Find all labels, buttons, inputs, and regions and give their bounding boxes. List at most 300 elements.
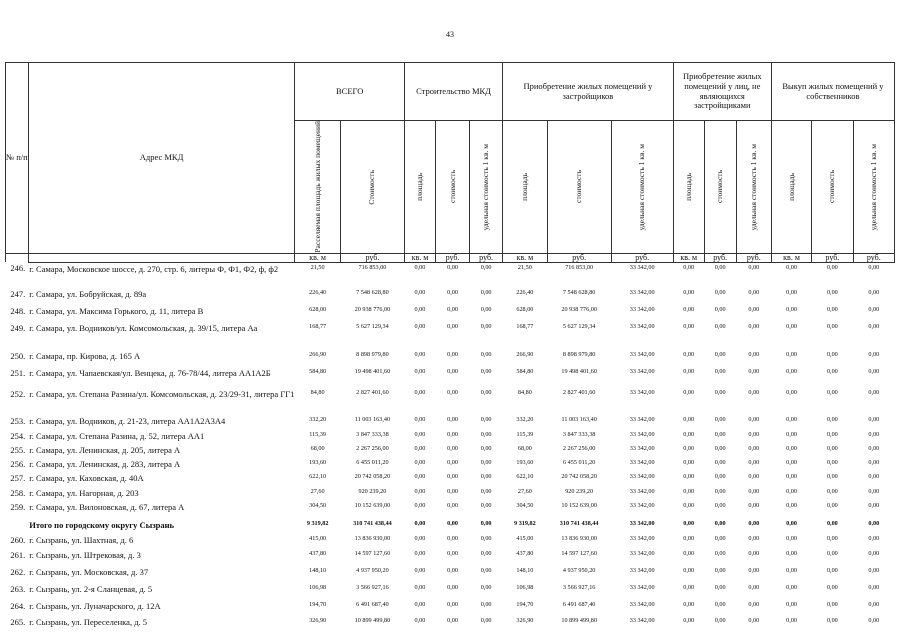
- cell-value: 0,00: [683, 389, 695, 397]
- cell-value: 0,00: [786, 351, 797, 359]
- header-sub-unit-cost: удельная стоимость 1 кв. м: [748, 143, 758, 231]
- cell-value: 27,60: [310, 488, 325, 496]
- cell-value: 27,60: [517, 488, 532, 496]
- cell-value: 0,00: [826, 263, 838, 271]
- cell-value: 0,00: [786, 289, 797, 297]
- table-row: [6, 367, 895, 388]
- cell-value: 628,00: [516, 306, 534, 314]
- cell-value: 8 898 979,80: [356, 351, 389, 359]
- cell-value: 415,00: [516, 535, 534, 543]
- cell-value: 11 003 163,40: [561, 416, 597, 424]
- cell-value: 0,00: [748, 323, 760, 331]
- cell-value: 0,00: [868, 459, 880, 467]
- table-row: [6, 566, 895, 583]
- cell-value: 0,00: [826, 416, 838, 424]
- row-number: 250.: [10, 351, 26, 362]
- cell-value: 0,00: [786, 502, 797, 510]
- cell-value: 0,00: [748, 520, 760, 528]
- cell-value: 0,00: [748, 567, 760, 575]
- table-row: [6, 388, 895, 415]
- cell-value: 19 498 401,60: [561, 368, 597, 376]
- header-sub-cost: стоимость: [447, 170, 457, 204]
- cell-value: 0,00: [868, 550, 880, 558]
- cell-value: 0,00: [786, 306, 797, 314]
- cell-value: 0,00: [714, 520, 726, 528]
- header-group-non-developers: Приобретение жилых помещений у лиц, не являющихся застройщиками: [673, 63, 771, 121]
- cell-value: 0,00: [748, 459, 760, 467]
- row-address: г. Самара, ул. Водников/ул. Комсомольская, д. 39/15, литера Аа: [29, 323, 258, 334]
- cell-value: 0,00: [786, 535, 797, 543]
- cell-value: 628,00: [309, 306, 327, 314]
- cell-value: 0,00: [714, 306, 726, 314]
- cell-value: 0,00: [714, 289, 726, 297]
- row-address: г. Самара, ул. Ленинская, д. 205, литера А: [29, 445, 181, 456]
- unit-label: руб.: [853, 253, 894, 262]
- cell-value: 9 319,82: [306, 520, 329, 528]
- cell-value: 437,80: [309, 550, 327, 558]
- cell-value: 14 597 127,60: [354, 550, 391, 558]
- cell-value: 0,00: [414, 473, 426, 481]
- cell-value: 0,00: [786, 459, 797, 467]
- cell-value: 622,10: [309, 473, 327, 481]
- cell-value: 33 342,00: [629, 473, 655, 481]
- cell-value: 0,00: [714, 617, 726, 625]
- cell-value: 0,00: [826, 617, 838, 625]
- cell-value: 0,00: [414, 459, 426, 467]
- cell-value: 0,00: [683, 263, 695, 271]
- cell-value: 0,00: [868, 617, 880, 625]
- cell-value: 0,00: [414, 617, 426, 625]
- header-sub-area: площадь: [786, 172, 796, 201]
- row-number: 258.: [10, 488, 26, 499]
- cell-value: 0,00: [480, 550, 492, 558]
- cell-value: 0,00: [683, 584, 695, 592]
- cell-value: 0,00: [868, 488, 880, 496]
- cell-value: 0,00: [683, 306, 695, 314]
- cell-value: 0,00: [683, 416, 695, 424]
- cell-value: 920 239,20: [358, 488, 387, 496]
- cell-value: 6 455 011,20: [563, 459, 596, 467]
- cell-value: 106,98: [309, 584, 327, 592]
- cell-value: 0,00: [868, 535, 880, 543]
- cell-value: 0,00: [683, 368, 695, 376]
- table-row: [6, 458, 895, 472]
- cell-value: 194,70: [309, 601, 327, 609]
- cell-value: 0,00: [714, 535, 726, 543]
- row-number: 263.: [10, 584, 26, 595]
- cell-value: 0,00: [786, 368, 797, 376]
- header-sub-area: Расселяемая площадь жилых помещений: [312, 121, 322, 253]
- row-number: 259.: [10, 502, 26, 513]
- cell-value: 0,00: [480, 459, 492, 467]
- cell-value: 5 627 129,34: [562, 323, 596, 331]
- cell-value: 0,00: [786, 617, 797, 625]
- cell-value: 0,00: [826, 488, 838, 496]
- row-number: 251.: [10, 368, 26, 379]
- cell-value: 0,00: [748, 488, 760, 496]
- cell-value: 0,00: [868, 584, 880, 592]
- cell-value: 0,00: [447, 263, 458, 271]
- cell-value: 0,00: [826, 445, 838, 453]
- cell-value: 326,90: [516, 617, 534, 625]
- row-number: 252.: [10, 389, 26, 400]
- cell-value: 20 938 776,00: [561, 306, 597, 314]
- cell-value: 33 342,00: [629, 431, 655, 439]
- cell-value: 0,00: [447, 289, 458, 297]
- cell-value: 0,00: [480, 502, 492, 510]
- cell-value: 2 827 401,60: [356, 389, 389, 397]
- cell-value: 0,00: [683, 502, 695, 510]
- unit-label: руб.: [340, 253, 404, 262]
- cell-value: 0,00: [480, 389, 492, 397]
- cell-value: 0,00: [447, 473, 458, 481]
- cell-value: 0,00: [748, 601, 760, 609]
- row-number: 254.: [10, 431, 26, 442]
- cell-value: 0,00: [826, 550, 838, 558]
- cell-value: 115,39: [516, 431, 534, 439]
- cell-value: 0,00: [414, 584, 426, 592]
- cell-value: 310 741 438,44: [559, 520, 599, 528]
- cell-value: 0,00: [826, 601, 838, 609]
- row-number: 246.: [10, 263, 26, 274]
- header-address: Адрес МКД: [28, 63, 295, 254]
- cell-value: 0,00: [868, 389, 880, 397]
- table-row: [6, 472, 895, 487]
- cell-value: 0,00: [480, 323, 492, 331]
- cell-value: 0,00: [826, 289, 838, 297]
- cell-value: 0,00: [480, 535, 492, 543]
- table-row: [6, 305, 895, 322]
- cell-value: 0,00: [826, 473, 838, 481]
- cell-value: 0,00: [714, 263, 726, 271]
- cell-value: 0,00: [826, 535, 838, 543]
- page-number: 43: [446, 30, 454, 39]
- cell-value: 0,00: [868, 351, 880, 359]
- row-address: Итого по городскому округу Сызрань: [29, 520, 175, 531]
- row-address: г. Сызрань, ул. Штрековая, д. 3: [29, 550, 141, 561]
- units-row: [6, 253, 895, 262]
- row-number: 249.: [10, 323, 26, 334]
- cell-value: 0,00: [480, 431, 492, 439]
- row-address: г. Сызрань, ул. Луначарского, д. 12А: [29, 601, 161, 612]
- cell-value: 10 899 499,80: [354, 617, 391, 625]
- row-number: 256.: [10, 459, 26, 470]
- cell-value: 33 342,00: [629, 617, 655, 625]
- cell-value: 266,90: [516, 351, 534, 359]
- cell-value: 19 498 401,60: [354, 368, 391, 376]
- cell-value: 0,00: [868, 368, 880, 376]
- cell-value: 584,80: [309, 368, 327, 376]
- cell-value: 168,77: [309, 323, 327, 331]
- cell-value: 0,00: [414, 520, 426, 528]
- unit-label: руб.: [547, 253, 611, 262]
- cell-value: 33 342,00: [629, 488, 655, 496]
- cell-value: 14 597 127,60: [561, 550, 597, 558]
- row-number: [6, 519, 29, 534]
- row-number: 262.: [10, 567, 26, 578]
- cell-value: 13 836 930,00: [561, 535, 597, 543]
- cell-value: 0,00: [683, 323, 695, 331]
- cell-value: 33 342,00: [629, 306, 655, 314]
- cell-value: 21,50: [310, 263, 325, 271]
- cell-value: 2 267 256,00: [356, 445, 389, 453]
- row-address: г. Сызрань, ул. Переселенка, д. 5: [29, 617, 148, 628]
- cell-value: 0,00: [480, 368, 492, 376]
- cell-value: 0,00: [683, 520, 695, 528]
- cell-value: 0,00: [868, 431, 880, 439]
- cell-value: 0,00: [826, 520, 838, 528]
- cell-value: 0,00: [714, 431, 726, 439]
- cell-value: 0,00: [414, 502, 426, 510]
- cell-value: 9 319,82: [514, 520, 536, 528]
- row-address: г. Самара, ул. Вилоновская, д. 67, литера А: [29, 502, 185, 513]
- header-sub-unit-cost: удельная стоимость 1 кв. м: [868, 143, 878, 231]
- cell-value: 33 342,00: [629, 601, 655, 609]
- cell-value: 0,00: [414, 323, 426, 331]
- cell-value: 0,00: [826, 431, 838, 439]
- cell-value: 0,00: [868, 445, 880, 453]
- table-row: [6, 415, 895, 430]
- cell-value: 0,00: [826, 306, 838, 314]
- cell-value: 33 342,00: [629, 584, 655, 592]
- cell-value: 33 342,00: [629, 445, 655, 453]
- cell-value: 0,00: [786, 488, 797, 496]
- cell-value: 33 342,00: [629, 567, 655, 575]
- cell-value: 0,00: [447, 488, 458, 496]
- row-number: 248.: [10, 306, 26, 317]
- row-address: г. Самара, ул. Каховская, д. 40А: [29, 473, 144, 484]
- row-number: 260.: [10, 535, 26, 546]
- cell-value: 0,00: [414, 289, 426, 297]
- cell-value: 33 342,00: [629, 263, 655, 271]
- cell-value: 0,00: [714, 601, 726, 609]
- cell-value: 0,00: [414, 488, 426, 496]
- cell-value: 0,00: [714, 389, 726, 397]
- cell-value: 0,00: [447, 368, 458, 376]
- cell-value: 0,00: [414, 431, 426, 439]
- row-address: г. Самара, ул. Чапаевская/ул. Венцека, д. 76-78/44, литера АА1А2Б: [29, 368, 271, 379]
- row-address: г. Самара, Московское шоссе, д. 270, стр. 6, литеры Ф, Ф1, Ф2, ф, ф2: [29, 263, 279, 274]
- cell-value: 0,00: [447, 502, 458, 510]
- cell-value: 68,00: [517, 445, 532, 453]
- cell-value: 4 937 950,20: [562, 567, 596, 575]
- cell-value: 33 342,00: [629, 550, 655, 558]
- cell-value: 33 342,00: [629, 389, 655, 397]
- header-sub-unit-cost: удельная стоимость 1 кв. м: [481, 143, 491, 231]
- cell-value: 0,00: [786, 473, 797, 481]
- header-group-developers: Приобретение жилых помещений у застройщиков: [503, 63, 674, 121]
- row-number: 257.: [10, 473, 26, 484]
- cell-value: 0,00: [714, 584, 726, 592]
- cell-value: 106,98: [516, 584, 534, 592]
- cell-value: 10 152 639,00: [354, 502, 391, 510]
- cell-value: 0,00: [826, 502, 838, 510]
- row-address: г. Самара, пр. Кирова, д. 165 А: [29, 351, 141, 362]
- unit-label: руб.: [435, 253, 469, 262]
- cell-value: 0,00: [786, 389, 797, 397]
- cell-value: 0,00: [414, 445, 426, 453]
- cell-value: 0,00: [447, 459, 458, 467]
- cell-value: 193,60: [516, 459, 534, 467]
- row-number: 253.: [10, 416, 26, 427]
- cell-value: 0,00: [786, 520, 797, 528]
- header-sub-cost: стоимость: [715, 170, 725, 204]
- cell-value: 0,00: [748, 368, 760, 376]
- cell-value: 0,00: [447, 389, 458, 397]
- cell-value: 11 003 163,40: [354, 416, 391, 424]
- cell-value: 0,00: [414, 535, 426, 543]
- cell-value: 33 342,00: [629, 289, 655, 297]
- table-row: [6, 501, 895, 519]
- cell-value: 437,80: [516, 550, 534, 558]
- row-address: г. Самара, ул. Максима Горького, д. 11, литера В: [29, 306, 204, 317]
- cell-value: 0,00: [414, 416, 426, 424]
- row-address: г. Самара, ул. Степана Разина, д. 52, литера АА1: [29, 431, 205, 442]
- cell-value: 0,00: [683, 550, 695, 558]
- cell-value: 10 152 639,00: [561, 502, 597, 510]
- unit-label: кв. м: [771, 253, 811, 262]
- cell-value: 0,00: [414, 389, 426, 397]
- cell-value: 3 847 333,38: [562, 431, 596, 439]
- cell-value: 20 742 058,20: [561, 473, 597, 481]
- cell-value: 0,00: [748, 263, 760, 271]
- cell-value: 622,10: [516, 473, 534, 481]
- cell-value: 0,00: [868, 473, 880, 481]
- row-address: г. Сызрань, ул. Московская, д. 37: [29, 567, 149, 578]
- cell-value: 0,00: [480, 617, 492, 625]
- cell-value: 193,60: [309, 459, 327, 467]
- unit-label: кв. м: [295, 253, 340, 262]
- cell-value: 0,00: [480, 567, 492, 575]
- row-number: 247.: [10, 289, 26, 300]
- cell-value: 6 491 687,40: [356, 601, 389, 609]
- cell-value: 3 847 333,38: [356, 431, 389, 439]
- cell-value: 0,00: [714, 351, 726, 359]
- unit-label: кв. м: [673, 253, 704, 262]
- cell-value: 0,00: [480, 263, 492, 271]
- cell-value: 0,00: [480, 520, 492, 528]
- table-row: [6, 600, 895, 616]
- cell-value: 0,00: [868, 601, 880, 609]
- row-address: г. Сызрань, ул. 2-я Сланцевая, д. 5: [29, 584, 153, 595]
- cell-value: 0,00: [714, 488, 726, 496]
- cell-value: 0,00: [748, 550, 760, 558]
- cell-value: 584,80: [516, 368, 534, 376]
- row-address: г. Сызрань, ул. Шахтная, д. 6: [29, 535, 134, 546]
- row-address: г. Самара, ул. Степана Разина/ул. Комсомольская, д. 23/29-31, литера ГГ1: [29, 389, 295, 400]
- cell-value: 0,00: [480, 289, 492, 297]
- cell-value: 0,00: [683, 459, 695, 467]
- cell-value: 84,80: [517, 389, 532, 397]
- unit-label: кв. м: [503, 253, 547, 262]
- table-row: [6, 350, 895, 367]
- cell-value: 0,00: [480, 306, 492, 314]
- row-number: 261.: [10, 550, 26, 561]
- cell-value: 0,00: [414, 263, 426, 271]
- cell-value: 0,00: [447, 445, 458, 453]
- cell-value: 0,00: [786, 567, 797, 575]
- cell-value: 0,00: [447, 306, 458, 314]
- cell-value: 5 627 129,34: [356, 323, 389, 331]
- cell-value: 0,00: [683, 488, 695, 496]
- cell-value: 0,00: [683, 601, 695, 609]
- table-row: [6, 616, 895, 633]
- cell-value: 0,00: [786, 584, 797, 592]
- cell-value: 304,50: [516, 502, 534, 510]
- cell-value: 148,10: [516, 567, 534, 575]
- cell-value: 20 742 058,20: [354, 473, 391, 481]
- cell-value: 0,00: [714, 416, 726, 424]
- resettlement-table: [5, 62, 895, 633]
- cell-value: 33 342,00: [629, 323, 655, 331]
- cell-value: 0,00: [868, 263, 880, 271]
- unit-label: руб.: [736, 253, 771, 262]
- cell-value: 0,00: [447, 431, 458, 439]
- cell-value: 0,00: [868, 306, 880, 314]
- cell-value: 0,00: [683, 431, 695, 439]
- cell-value: 0,00: [748, 502, 760, 510]
- cell-value: 0,00: [786, 550, 797, 558]
- cell-value: 0,00: [447, 520, 458, 528]
- cell-value: 0,00: [480, 351, 492, 359]
- cell-value: 68,00: [310, 445, 325, 453]
- cell-value: 0,00: [714, 445, 726, 453]
- cell-value: 226,40: [516, 289, 534, 297]
- cell-value: 0,00: [414, 550, 426, 558]
- cell-value: 310 741 438,44: [353, 520, 392, 528]
- cell-value: 0,00: [414, 368, 426, 376]
- unit-label: руб.: [611, 253, 673, 262]
- cell-value: 0,00: [748, 389, 760, 397]
- cell-value: 0,00: [683, 351, 695, 359]
- cell-value: 0,00: [786, 601, 797, 609]
- row-number: 265.: [10, 617, 26, 628]
- cell-value: 33 342,00: [629, 520, 655, 528]
- table-header: [6, 63, 895, 254]
- cell-value: 0,00: [868, 416, 880, 424]
- cell-value: 0,00: [414, 306, 426, 314]
- cell-value: 7 548 628,80: [562, 289, 596, 297]
- header-group-total: ВСЕГО: [295, 63, 405, 121]
- cell-value: 0,00: [868, 289, 880, 297]
- header-no: № п/п: [6, 63, 29, 254]
- cell-value: 2 267 256,00: [562, 445, 596, 453]
- header-sub-cost: Стоимость: [367, 169, 377, 205]
- cell-value: 0,00: [826, 368, 838, 376]
- cell-value: 0,00: [826, 323, 838, 331]
- cell-value: 0,00: [447, 535, 458, 543]
- cell-value: 0,00: [826, 389, 838, 397]
- row-number: 264.: [10, 601, 26, 612]
- cell-value: 0,00: [447, 550, 458, 558]
- cell-value: 33 342,00: [629, 502, 655, 510]
- cell-value: 0,00: [683, 567, 695, 575]
- cell-value: 2 827 401,60: [562, 389, 596, 397]
- total-row: [6, 519, 895, 534]
- cell-value: 0,00: [447, 584, 458, 592]
- cell-value: 332,20: [309, 416, 327, 424]
- table-row: [6, 444, 895, 458]
- table-row: [6, 583, 895, 600]
- cell-value: 0,00: [447, 323, 458, 331]
- cell-value: 0,00: [480, 473, 492, 481]
- row-address: г. Самара, ул. Ленинская, д. 283, литера А: [29, 459, 181, 470]
- cell-value: 0,00: [714, 368, 726, 376]
- unit-label: кв. м: [404, 253, 435, 262]
- cell-value: 0,00: [480, 601, 492, 609]
- cell-value: 0,00: [786, 431, 797, 439]
- row-address: г. Самара, ул. Бобруйская, д. 89а: [29, 289, 147, 300]
